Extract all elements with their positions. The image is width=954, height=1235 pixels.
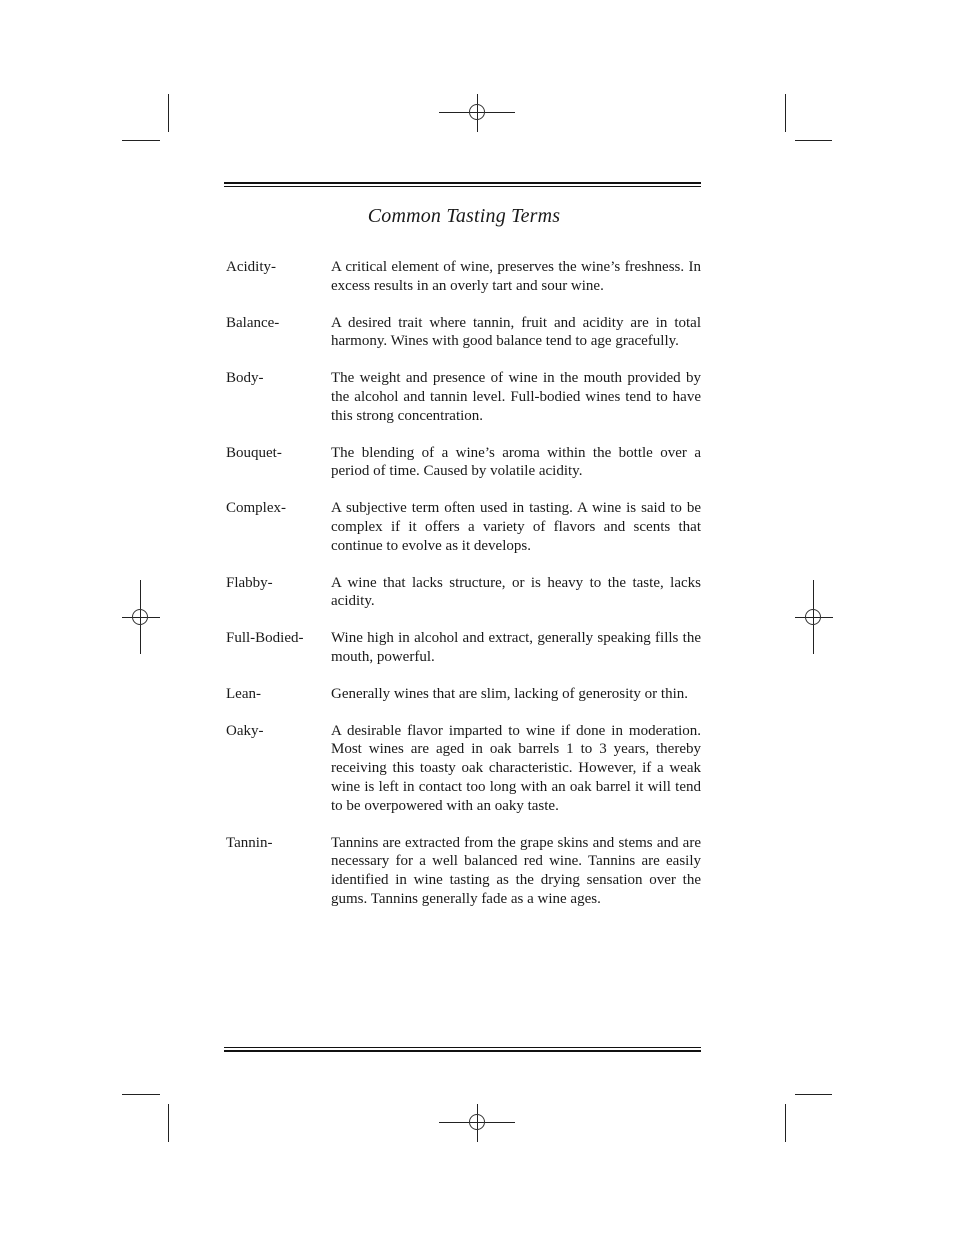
term-definition: Tannins are extracted from the grape skins and stems and are necessary for a well balanced red wine. Tannins are easily identified in wine tasting as the drying sensation over the gums. Tannins generally fade as a wine ages. bbox=[331, 834, 701, 907]
crop-mark-bottom-left-horizontal bbox=[122, 1094, 160, 1095]
term-definition: The blending of a wine’s aroma within the bottle over a period of time. Caused by volatile acidity. bbox=[331, 444, 701, 480]
header-rule bbox=[224, 182, 701, 187]
terms-list bbox=[226, 258, 701, 927]
registration-mark-right-circle bbox=[805, 609, 821, 625]
term-name: Body- bbox=[226, 370, 264, 387]
page-title: Common Tasting Terms bbox=[367, 205, 561, 227]
term-name: Oaky- bbox=[226, 722, 264, 739]
term-entry bbox=[226, 574, 701, 612]
crop-mark-bottom-right-vertical bbox=[785, 1104, 786, 1142]
term-entry bbox=[226, 369, 701, 425]
crop-mark-top-right-horizontal bbox=[795, 140, 832, 141]
registration-mark-bottom-circle bbox=[469, 1114, 485, 1130]
registration-mark-left-circle bbox=[132, 609, 148, 625]
term-definition: Generally wines that are slim, lacking of generosity or thin. bbox=[331, 685, 688, 702]
term-definition: A subjective term often used in tasting. A wine is said to be complex if it offers a variety of flavors and scents that continue to evolve as it develops. bbox=[331, 500, 701, 554]
registration-mark-top-circle bbox=[469, 104, 485, 120]
term-entry bbox=[226, 629, 701, 667]
crop-mark-top-left-vertical bbox=[168, 94, 169, 132]
term-entry bbox=[226, 444, 701, 482]
term-entry bbox=[226, 834, 701, 909]
term-name: Flabby- bbox=[226, 574, 273, 591]
term-entry bbox=[226, 314, 701, 352]
crop-mark-top-right-vertical bbox=[785, 94, 786, 132]
term-definition: A wine that lacks structure, or is heavy to the taste, lacks acidity. bbox=[331, 574, 701, 610]
term-name: Bouquet- bbox=[226, 444, 282, 461]
header-rule-thin bbox=[224, 186, 701, 187]
term-entry bbox=[226, 499, 701, 555]
term-name: Full-Bodied- bbox=[226, 630, 304, 647]
term-entry bbox=[226, 722, 701, 816]
crop-mark-bottom-left-vertical bbox=[168, 1104, 169, 1142]
term-name: Acidity- bbox=[226, 259, 276, 275]
term-name: Complex- bbox=[226, 500, 286, 517]
term-definition: The weight and presence of wine in the mouth provided by the alcohol and tannin level. Full-bodied wines tend to have this strong concentration. bbox=[331, 370, 701, 424]
crop-mark-bottom-right-horizontal bbox=[795, 1094, 832, 1095]
term-definition: A desirable flavor imparted to wine if done in moderation. Most wines are aged in oak barrels 1 to 3 years, thereby receiving this toasty oak characteristic. However, if a weak wine is left in contact too long with an oak barrel it will tend to be overpowered with an oaky taste. bbox=[331, 722, 701, 814]
term-definition: A critical element of wine, preserves the wine’s freshness. In excess results in an overly tart and sour wine. bbox=[331, 259, 701, 294]
term-entry bbox=[226, 685, 701, 704]
term-definition: A desired trait where tannin, fruit and acidity are in total harmony. Wines with good balance tend to age gracefully. bbox=[331, 314, 701, 350]
term-entry bbox=[226, 258, 701, 296]
term-name: Balance- bbox=[226, 314, 280, 331]
term-name: Lean- bbox=[226, 685, 261, 702]
footer-rule bbox=[224, 1047, 701, 1052]
footer-rule-thick bbox=[224, 1050, 701, 1052]
term-name: Tannin- bbox=[226, 834, 273, 851]
header-rule-thick bbox=[224, 182, 701, 184]
term-definition: Wine high in alcohol and extract, generally speaking fills the mouth, powerful. bbox=[331, 630, 701, 665]
footer-rule-thin bbox=[224, 1047, 701, 1048]
crop-mark-top-left-horizontal bbox=[122, 140, 160, 141]
